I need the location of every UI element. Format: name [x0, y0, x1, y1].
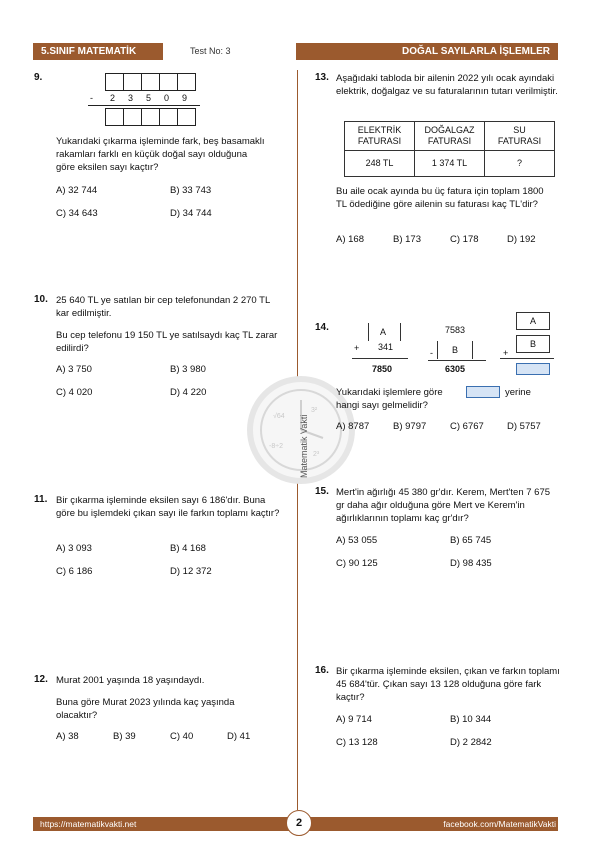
bills-header-gas: DOĞALGAZ FATURASI — [415, 122, 485, 151]
question-12-text-2: Buna göre Murat 2023 yılında kaç yaşında olacaktır? — [56, 697, 235, 721]
q9-digit: 9 — [182, 93, 188, 103]
bills-value-gas: 1 374 TL — [415, 151, 485, 177]
q12-option-c[interactable]: C) 40 — [170, 731, 194, 742]
q10-option-c[interactable]: C) 4 020 — [56, 387, 93, 398]
q15-option-a[interactable]: A) 53 055 — [336, 535, 378, 546]
q9-option-a[interactable]: A) 32 744 — [56, 185, 98, 196]
q15-option-c[interactable]: C) 90 125 — [336, 558, 378, 569]
q9-minus-sign: - — [90, 93, 93, 103]
q14-option-d[interactable]: D) 5757 — [507, 421, 541, 432]
svg-text:√64: √64 — [273, 413, 285, 420]
bills-table — [344, 121, 555, 177]
svg-text:2³: 2³ — [313, 451, 320, 458]
header-test-number: Test No: 3 — [190, 46, 231, 56]
question-12-text-1: Murat 2001 yaşında 18 yaşındaydı. — [56, 675, 205, 686]
question-14-number: 14. — [315, 322, 329, 333]
q10-option-d[interactable]: D) 4 220 — [170, 387, 207, 398]
svg-text:-8÷2: -8÷2 — [269, 443, 283, 450]
footer-website-link[interactable]: https://matematikvakti.net — [40, 819, 137, 829]
q14-op3-a-box — [516, 312, 550, 330]
q14-op3-b-box — [516, 335, 550, 353]
q9-option-c[interactable]: C) 34 643 — [56, 208, 98, 219]
bills-value-electricity: 248 TL — [345, 151, 415, 177]
q13-option-a[interactable]: A) 168 — [336, 234, 364, 245]
q14-op2-top: 7583 — [445, 325, 466, 335]
question-14-text-after: yerine — [505, 387, 531, 398]
question-13-text-1: Aşağıdaki tabloda bir ailenin 2022 yılı ocak ayındaki elektrik, doğalgaz ve su faturalarının tutarı verilmiştir. — [336, 73, 558, 97]
q14-op2-minus: - — [430, 348, 433, 358]
q9-digit: 2 — [110, 93, 116, 103]
q15-option-d[interactable]: D) 98 435 — [450, 558, 492, 569]
question-10-number: 10. — [34, 294, 48, 305]
q12-option-d[interactable]: D) 41 — [227, 731, 251, 742]
question-16-text: Bir çıkarma işleminde eksilen, çıkan ve farkın toplamı 45 684'tür. Çıkan sayı 13 128 olduğuna göre fark kaçtır? — [336, 666, 560, 703]
q12-option-b[interactable]: B) 39 — [113, 731, 136, 742]
question-10-text-1: 25 640 TL ye satılan bir cep telefonundan 2 270 TL kar edilmiştir. — [56, 295, 270, 319]
q16-option-b[interactable]: B) 10 344 — [450, 714, 492, 725]
question-9-text: Yukarıdaki çıkarma işleminde fark, beş basamaklı rakamları farklı en küçük doğal sayı olduğuna göre eksilen sayı kaçtır? — [56, 136, 265, 173]
q13-option-d[interactable]: D) 192 — [507, 234, 536, 245]
q10-option-b[interactable]: B) 3 980 — [170, 364, 206, 375]
q14-op1-result: 7850 — [372, 364, 393, 374]
page-number: 2 — [286, 810, 312, 836]
question-15-number: 15. — [315, 486, 329, 497]
q14-op3-b: B — [529, 339, 536, 349]
question-14-text-2: hangi sayı gelmelidir? — [336, 400, 428, 411]
q9-digit: 0 — [164, 93, 170, 103]
q14-op3-plus: + — [503, 348, 509, 358]
q9-option-b[interactable]: B) 33 743 — [170, 185, 212, 196]
q14-op2-result: 6305 — [445, 364, 466, 374]
q14-inline-answer-box — [466, 386, 500, 398]
q9-result-line — [88, 105, 200, 106]
q16-option-c[interactable]: C) 13 128 — [336, 737, 378, 748]
q11-option-b[interactable]: B) 4 168 — [170, 543, 206, 554]
q9-option-d[interactable]: D) 34 744 — [170, 208, 212, 219]
footer-facebook-link[interactable]: facebook.com/MatematikVakti — [443, 819, 556, 829]
q14-op2-b: B — [452, 345, 459, 355]
svg-text:3²: 3² — [311, 407, 318, 414]
q14-option-c[interactable]: C) 6767 — [450, 421, 484, 432]
q9-digit: 5 — [146, 93, 152, 103]
question-10-text-2: Bu cep telefonu 19 150 TL ye satılsaydı kaç TL zarar edilirdi? — [56, 330, 278, 354]
q11-option-c[interactable]: C) 6 186 — [56, 566, 93, 577]
question-13-text-2: Bu aile ocak ayında bu üç fatura için toplam 1800 TL ödediğine göre ailenin su faturası kaç TL'dir? — [336, 186, 544, 210]
q14-op1-b: 341 — [378, 342, 394, 352]
q14-option-a[interactable]: A) 8787 — [336, 421, 370, 432]
header-topic: DOĞAL SAYILARLA İŞLEMLER — [296, 43, 558, 60]
bills-header-electricity: ELEKTRİK FATURASI — [345, 122, 415, 151]
question-11-text: Bir çıkarma işleminde eksilen sayı 6 186'dır. Buna göre bu işlemdeki çıkan sayı ile farkın toplamı kaçtır? — [56, 495, 280, 519]
q14-answer-box — [516, 363, 550, 375]
q13-option-b[interactable]: B) 173 — [393, 234, 421, 245]
q14-op1-a: A — [380, 327, 387, 337]
question-16-number: 16. — [315, 665, 329, 676]
q16-option-d[interactable]: D) 2 2842 — [450, 737, 492, 748]
q14-op1-plus: + — [354, 343, 360, 353]
q14-option-b[interactable]: B) 9797 — [393, 421, 427, 432]
q10-option-a[interactable]: A) 3 750 — [56, 364, 92, 375]
watermark-text: Matematik Vakti — [299, 414, 309, 478]
q12-option-a[interactable]: A) 38 — [56, 731, 79, 742]
question-15-text: Mert'in ağırlığı 45 380 gr'dır. Kerem, Mert'ten 7 675 gr daha ağır olduğuna göre Mert ve Kerem'in ağırlıklarının toplamı kaç gr'dır? — [336, 487, 551, 524]
bills-value-water: ? — [485, 151, 555, 177]
q13-option-c[interactable]: C) 178 — [450, 234, 479, 245]
q16-option-a[interactable]: A) 9 714 — [336, 714, 372, 725]
question-11-number: 11. — [34, 494, 48, 505]
question-9-number: 9. — [34, 72, 43, 83]
header-grade: 5.SINIF MATEMATİK — [33, 43, 163, 60]
question-13-number: 13. — [315, 72, 329, 83]
bills-header-water: SU FATURASI — [485, 122, 555, 151]
q14-op3-a: A — [529, 316, 536, 326]
q15-option-b[interactable]: B) 65 745 — [450, 535, 492, 546]
question-12-number: 12. — [34, 674, 48, 685]
question-14-text-before: Yukarıdaki işlemlere göre — [336, 387, 443, 398]
q11-option-d[interactable]: D) 12 372 — [170, 566, 212, 577]
q9-digit: 3 — [128, 93, 134, 103]
q11-option-a[interactable]: A) 3 093 — [56, 543, 92, 554]
